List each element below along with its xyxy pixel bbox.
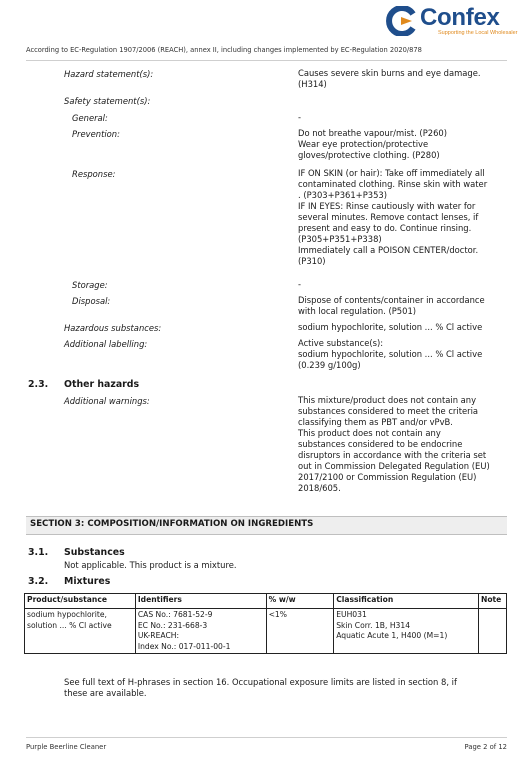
regulation-note: According to EC-Regulation 1907/2006 (REACH), annex II, including changes implemented by EC-Regulation 2020/878 [26,46,422,54]
footer-product-name: Purple Beerline Cleaner [26,743,107,751]
substances-text: Not applicable. This product is a mixture. [64,560,237,570]
prevention-label: Prevention: [72,129,120,139]
additional-warnings-label: Additional warnings: [64,396,150,406]
header-identifiers: Identifiers [135,594,266,609]
table-row [25,609,507,654]
substances-number: 3.1. [28,547,49,558]
mixtures-table [24,593,507,654]
section3-title: SECTION 3: COMPOSITION/INFORMATION ON INGREDIENTS [30,519,314,529]
other-hazards-number: 2.3. [28,379,49,390]
cell-product: sodium hypochlorite, solution ... % Cl active [25,609,136,654]
hazardous-substances-value: sodium hypochlorite, solution ... % Cl active [298,322,483,332]
cell-percent: <1% [266,609,334,654]
logo-name: Confex [420,4,500,31]
confex-logo-mark-icon [386,6,416,36]
general-label: General: [72,113,108,123]
cell-identifiers: CAS No.: 7681-52-9 EC No.: 231-668-3 UK-REACH: Index No.: 017-011-00-1 [135,609,266,654]
footer-divider [26,737,507,738]
cell-note [478,609,506,654]
response-label: Response: [72,169,116,179]
safety-statements-label: Safety statement(s): [64,96,151,106]
header-note: Note [478,594,506,609]
disposal-value: Dispose of contents/container in accordance with local regulation. (P501) [298,295,485,316]
hazardous-substances-label: Hazardous substances: [64,323,162,333]
hazard-statements-value: Causes severe skin burns and eye damage. (H314) [298,68,481,89]
table-header-row [25,594,507,609]
additional-labelling-value: Active substance(s): sodium hypochlorite, solution ... % Cl active (0.239 g/100g) [298,338,483,370]
footer-page-info: Page 2 of 12 [464,743,507,751]
general-value: - [298,112,302,122]
logo-tagline: Supporting the Local Wholesaler [438,30,518,36]
header-divider [26,60,507,61]
h-phrases-footnote: See full text of H-phrases in section 16. Occupational exposure limits are listed in section 8, if these are available. [64,677,457,698]
storage-value: - [298,279,302,289]
other-hazards-title: Other hazards [64,379,140,390]
prevention-value: Do not breathe vapour/mist. (P260) Wear eye protection/protective gloves/protective clothing. (P280) [298,128,448,160]
mixtures-title: Mixtures [64,576,111,587]
header-classification: Classification [334,594,479,609]
response-value: IF ON SKIN (or hair): Take off immediately all contaminated clothing. Rinse skin with water . (P303+P361+P353) IF IN EYES: Rinse cautiously with water for several minutes. Remove contact lenses, if present and easy to do. Continue rinsing. (P305+P351+P338) Immediately call a POISON CENTER/doctor. (P310) [298,168,488,266]
mixtures-number: 3.2. [28,576,49,587]
substances-title: Substances [64,547,125,558]
additional-labelling-label: Additional labelling: [64,339,148,349]
header-percent-ww: % w/w [266,594,334,609]
storage-label: Storage: [72,280,108,290]
header-product-substance: Product/substance [25,594,136,609]
additional-warnings-value: This mixture/product does not contain any substances considered to meet the criteria classifying them as PBT and/or vPvB. This product does not contain any substances considered to be endocrine disruptors in accordance with the criteria set out in Commission Delegated Regulation (EU) 2017/2100 or Commission Regulation (EU) 2018/605. [298,395,490,493]
disposal-label: Disposal: [72,296,111,306]
hazard-statements-label: Hazard statement(s): [64,69,154,79]
cell-classification: EUH031 Skin Corr. 1B, H314 Aquatic Acute 1, H400 (M=1) [334,609,479,654]
